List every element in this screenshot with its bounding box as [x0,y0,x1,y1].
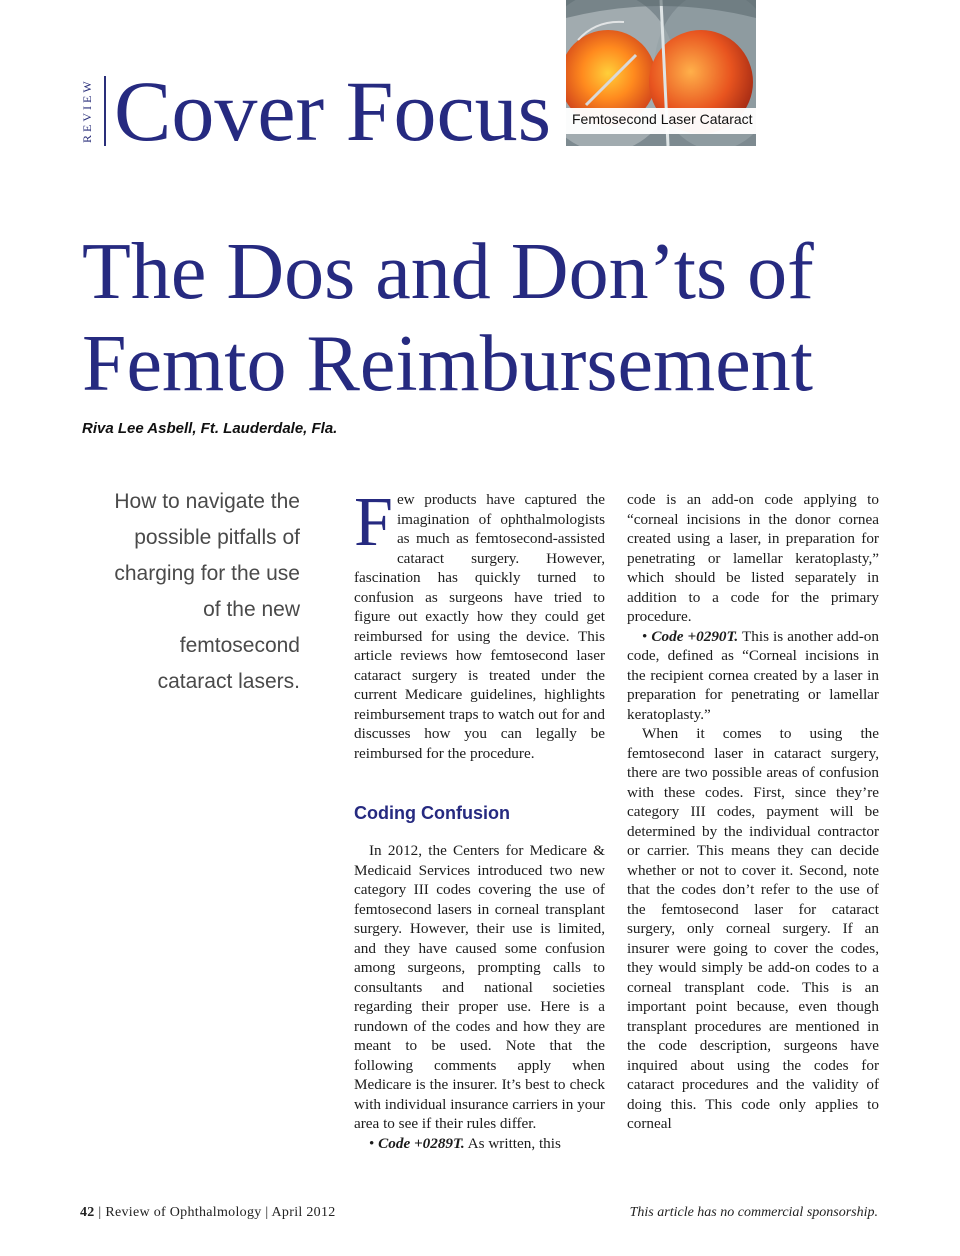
issue-date: April 2012 [271,1205,336,1220]
code-0290t-label: Code +0290T. [651,627,739,645]
code-0290t-text: This is another add-on code, defined as “Corneal incisions in the recipient cornea created by a laser in preparation for penetrating or lamellar keratoplasty.” [627,627,879,723]
department-title: Cover Focus [114,63,552,159]
footer-separator: | [98,1205,102,1220]
code-0289t-label: Code +0289T. [378,1134,465,1152]
pull-quote: How to navigate the possible pitfalls of charging for the use of the new femtosecond cataract lasers. [114,490,300,693]
intro-column [354,484,605,763]
coding-paragraph: In 2012, the Centers for Medicare & Medicaid Services introduced two new category III codes covering the use of femtosecond lasers in corneal transplant surgery. However, their use is limited, and they have caused some confusion among surgeons, prompting calls to consultants and national societies regarding their proper use. Here is a rundown of the codes and how they are meant to be used. Note that the following comments apply when Medicare is the insurer. It’s best to check with individual insurance carriers in your area to see if their rules differ. [354,842,605,1132]
right-column [627,490,879,1134]
intro-text: ew products have captured the imagination of ophthalmologists as much as femtosecond-assisted cataract surgery. However, fascination has quickly turned to confusion as surgeons have tried to figure out exactly how they could get reimbursed for using the device. This article reviews how femtosecond laser cataract surgery is treated under the current Medicare guidelines, highlights reimbursement traps to watch out for and discusses how you can legally be reimbursed for the procedure. [354,491,605,762]
code-0289t-continued: code is an add-on code applying to “corneal incisions in the donor cornea created using a laser, in preparation for penetrating or lamellar keratoplasty,” which should be listed separately in addition to a code for the primary procedure. [627,491,879,625]
femto-cataract-paragraph: When it comes to using the femtosecond laser in cataract surgery, there are two possible areas of confusion with these codes. First, since they’re category III codes, payment will be determined by the individual contractor or carrier. This means they can decide whether or not to cover it. Second, note that the codes don’t refer to the use of the femtosecond laser for cataract surgery, only corneal surgery. If an insurer were going to cover the codes, they would simply be add-on codes to a corneal transplant code. This is an important point because, even though transplant procedures are mentioned in the code description, surgeons have inquired about using the codes for cataract procedures and the validity of doing this. This code only applies to corneal [627,725,879,1132]
journal-name: Review of Ophthalmology [105,1205,262,1220]
image-caption: Femtosecond Laser Cataract [572,111,753,127]
code-0290t-paragraph: • Code +0290T. This is another add-on code, defined as “Corneal incisions in the recipient cornea created by a laser in preparation for penetrating or lamellar keratoplasty.” [627,627,879,723]
page-number: 42 [80,1205,95,1220]
section-heading: Coding Confusion [354,803,510,823]
code-0289t-text-start: As written, this [464,1134,561,1152]
header-divider [104,76,106,146]
byline: Riva Lee Asbell, Ft. Lauderdale, Fla. [82,420,338,437]
drop-cap: F [354,484,393,561]
sponsorship-note: This article has no commercial sponsorship. [629,1205,878,1220]
code-0289t-intro: • Code +0289T. As written, this [369,1134,561,1152]
page-footer [80,1205,336,1221]
section-label: REVIEW [80,78,94,144]
coding-column [354,841,605,1153]
intro-paragraph [354,484,605,763]
footer-separator: | [265,1205,269,1220]
article-title: The Dos and Don’ts of Femto Reimbursement [82,228,814,408]
